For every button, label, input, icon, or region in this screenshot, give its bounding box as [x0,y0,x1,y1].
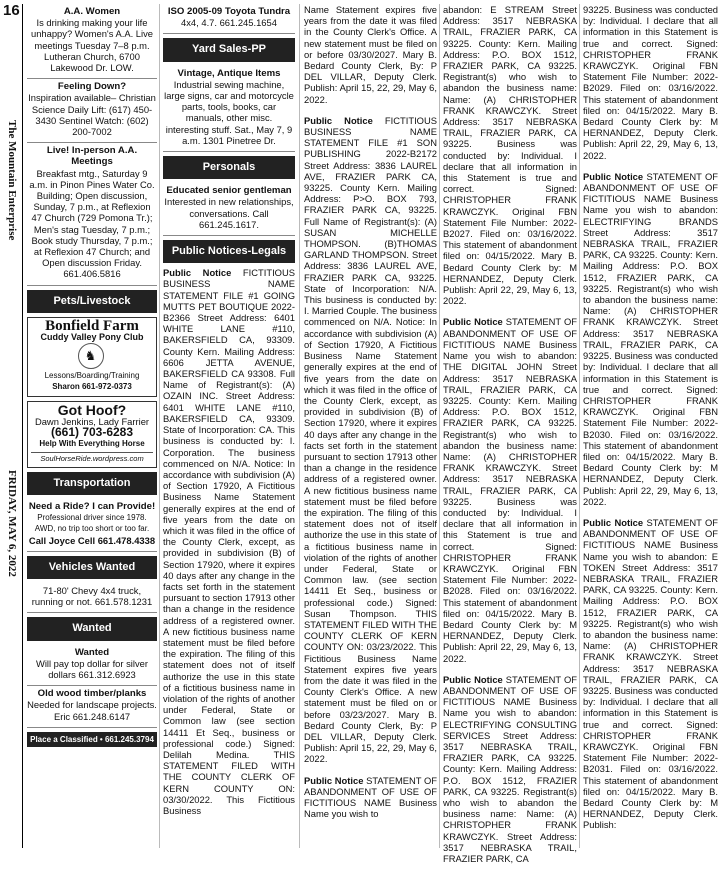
notice-text: STATEMENT OF ABANDONMENT OF USE OF FICTITIOUS NAME Business Name you wish to abandon: ELECTRIFYING BRANDS Street Address: 3517 NEBRASKA TRAIL, FRAZIER PARK, CA 93225. County: Kern. Mailing Address: P.O. BOX 1512, FRAZIER PARK, CA 93225. Registrant(s) who wish to abandon the business name: Name: (A) CHRISTOPHER FRANK KRAWCZYK. Street Address: 3517 NEBRASKA TRAIL, FRAZIER PARK, CA 93225. Business was conducted by: Individual. I declare that all information in this Statement is true and correct. Signed: CHRISTOPHER FRANK KRAWCZYK. Original FBN Statement File Number: 2022-B2030. Filed on: 03/16/2022. This statement of abandonment filed on: 04/15/2022. Mary B. Bedard County Clerk by: M HERNANDEZ, Deputy Clerk. Publish: April 22, 29, May 6, 13, 2022. [583,170,718,507]
ad-personal [163,183,295,236]
notice-text: FICTITIOUS BUSINESS NAME STATEMENT FILE #1 GOING MUTTS PET BOUTIQUE 2022-B2366 Street Address: 6401 WHITE LANE #110, BAKERSFIELD CA, 93309. County Kern. Mailing Address: 6606 JETTA AVENUE, BAKERSFIELD CA 93308. Full Name of Registrant(s): (A) OZAIN INC. Street Address: 6401 WHITE LANE #110, BAKERSFIELD CA, 93309. State of Incorporation: CA. This business is conducted by: I. Corporation. The business commenced on N/A. Notice: In accordance with subdivision (A) of Section 17920, A Fictitious Business Name Statement generally expires at the end of five years from the date on which it was filed in the office of the County Clerk, except, as provided in subdivision (B) of Section 17920, where it expires 40 days after any change in the facts set forth in the statement pursuant to section 17913 other than a change in the residence address of a registered owner. A new fictitious business name statement must be filed before the expiration. The filing of this statement does not of itself authorize the use in this state of a fictitious business name in violation of the rights of another under Federal, State or Common law (see section 14411 Et Seq., business or professional code.) Signed: Delilah Medina. THIS STATEMENT FILED WITH THE COUNTY CLERK OF KERN COUNTY ON: 03/30/2022. This Fictitious Business [163,267,295,816]
issue-date: FRIDAY, MAY 6, 2022 [6,470,18,577]
ad-text: Inspiration available– Christian Science Daily Lift: (617) 450-3430 Sentinel Watch: (602) 200-7002 [28,92,156,138]
public-notice [443,316,577,663]
notice-lead: Public Notice [443,316,503,328]
section-header-transportation: Transportation [27,472,157,495]
notice-lead: Public Notice [583,516,644,528]
column-2 [163,4,295,826]
section-header-yard-sales: Yard Sales-PP [163,38,295,61]
ad-text: Is drinking making your life unhappy? Women's A.A. Live meetings Tuesday 7–8 p.m. Lutheran Church, 6700 Lakewood Dr. LOW. [30,17,153,74]
column-divider [579,4,580,848]
notice-text: STATEMENT OF ABANDONMENT OF USE OF FICTITIOUS NAME Business Name you wish to abandon: ELECTRIFYING CONSULTING SERVICES Street Address: 3517 NEBRASKA TRAIL, FRAZIER PARK, CA 93225. County: Kern. Mailing Address: P.O. BOX 1512, FRAZIER PARK, CA 93225. Registrant(s) who wish to abandon the business name: Name: (A) CHRISTOPHER FRANK KRAWCZYK. Street Address: 3517 NEBRASKA TRAIL, FRAZIER PARK, CA [443,673,577,865]
column-5 [583,4,718,841]
hoof-name: Dawn Jenkins, Lady Farrier [34,415,150,427]
ad-title: Feeling Down? [57,81,127,93]
ad-yard-sale [163,66,295,152]
section-header-personals: Personals [163,156,295,179]
public-notice [304,115,437,765]
ad-text: Professional driver since 1978. AWD, no trip too short or too far. [34,513,150,534]
ad-title: Wanted [74,646,110,658]
public-notice [163,267,295,816]
hoof-phone: (661) 703-6283 [50,425,134,440]
ad-title: A.A. Women [63,6,121,17]
column-divider [439,4,440,848]
ad-title: Vintage, Antique Items [177,67,281,79]
notice-lead: Public Notice [304,114,373,126]
column-3 [304,4,437,829]
notice-text: STATEMENT OF ABANDONMENT OF USE OF FICTITIOUS NAME Business Name you wish to abandon: E TOKEN Street Address: 3517 NEBRASKA TRAIL, FRAZIER PARK, CA 93225. County: Kern. Mailing Address: P.O. BOX 1512, FRAZIER PARK, CA 93225. Registrant(s) who wish to abandon the business name: Name: (A) CHRISTOPHER FRANK KRAWCZYK. Street Address: 3517 NEBRASKA TRAIL, FRAZIER PARK, CA 93225. Business was conducted by: Individual. I declare that all information in this Statement is true and correct. Signed: CHRISTOPHER FRANK KRAWCZYK. Original FBN Statement File Number: 2022-B2031. Filed on: 03/16/2022. This statement of abandonment filed on: 04/15/2022. Mary B. Bedard County Clerk by: M HERNANDEZ, Deputy Clerk. Publish: [583,516,718,831]
ad-title: Live! In-person A.A. Meetings [46,145,138,168]
column-divider [159,4,160,848]
ad-wanted [27,645,157,687]
ad-tundra [163,4,295,34]
ad-title: ISO 2005-09 Toyota Tundra [167,6,291,17]
left-rule [22,4,23,848]
notice-lead: Public Notice [443,673,503,685]
farm-services: Lessons/Boarding/Training [44,371,140,381]
column-4 [443,4,577,874]
notice-lead: Public Notice [583,170,644,182]
paper-name: The Mountain Enterprise [6,120,18,241]
ad-text: Interested in new relationships, conversations. Call 661.245.1617. [164,196,294,230]
ad-contact: Call Joyce Cell 661.478.4338 [28,534,156,546]
hoof-tag: Help With Everything Horse [39,439,145,449]
page-number: 16 [3,2,20,19]
column-divider [299,4,300,848]
ad-ride [27,499,157,552]
ad-title: Need a Ride? I can Provide! [28,500,156,512]
public-notice [583,517,718,831]
ad-text: Industrial sewing machine, large signs, car and motorcycle parts, tools, books, car manuals, other misc. interesting stuff. Sat., May 7, 9 a.m. 1301 Pinetree Dr. [164,78,294,146]
farm-contact: Sharon 661-972-0373 [52,382,132,392]
farm-club: Cuddy Valley Pony Club [40,332,144,343]
column-1 [27,4,157,747]
ad-aa-women [27,4,157,79]
hoof-title: Got Hoof? [57,401,127,418]
public-notice [443,674,577,864]
notice-text: STATEMENT OF ABANDONMENT OF USE OF FICTITIOUS NAME Business Name you wish to abandon: THE DIGITAL JOHN Street Address: 3517 NEBRASKA TRAIL, FRAZIER PARK, CA 93225. County: Kern. Mailing Address: P.O. BOX 1512, FRAZIER PARK, CA 93225. Registrant(s) who wish to abandon the business name: Name: (A) CHRISTOPHER FRANK KRAWCZYK. Street Address: 3517 NEBRASKA TRAIL, FRAZIER PARK, CA 93225. Business was conducted by: Individual. I declare that all information in this Statement is true and correct. Signed: CHRISTOPHER FRANK KRAWCZYK. Original FBN Statement File Number: 2022-B2028. Filed on: 03/16/2022. This statement of abandonment filed on: 04/15/2022. Mary B. Bedard County Clerk by: M HERNANDEZ, Deputy Clerk. Publish: April 22, 29, May 6, 13, 2022. [443,316,577,664]
ad-text: 4x4, 4.7. 661.245.1654 [181,17,277,29]
horse-icon: ♞ [78,343,104,369]
section-header-wanted: Wanted [27,617,157,640]
ad-title: Educated senior gentleman [166,185,292,197]
ad-text: Breakfast mtg., Saturday 9 a.m. in Pinon Pines Water Co. Building; Open discussion, Sunday, 7 p.m., at Reflexion 47 Church (729 Pomona Tr.); Men's stag Tuesday, 7 p.m.; Book study Thursday, 7 p.m.; at Reflexion 47 Church; and Open discussion Friday. 661.406.5816 [29,167,155,280]
ad-text: Needed for landscape projects. Eric 661.248.6147 [27,699,157,722]
ad-got-hoof [27,401,157,468]
notice-lead: Public Notice [304,774,364,786]
notice-text: FICTITIOUS BUSINESS NAME STATEMENT FILE #1 SON PUBLISHING 2022-B2172 Street Address: 3836 LAUREL AVE, FRAZIER PARK CA, 93225. County Kern. Mailing Address: P>O. BOX 793, FRAZIER PARK CA, 93225. Full Name of Registrant(s): (A) SUSAN MICHELLE THOMPSON. (B)THOMAS GARLAND THOMPSON. Street Address: 3836 LAUREL AVE, FRAZIER PARK CA, 93225. State of Incorporation: N/A. This business is conducted by: I. Married Couple. The business commenced on N/A. Notice: In accordance with subdivision (A) of Section 17920, A Fictitious Business Name Statement generally expires at the end of five years from the date on which it was filed in the office of the County Clerk, except, as provided in subdivision (B) of Section 17920, where it expires 40 days after any change in the facts set forth in the statement pursuant to section 17913 other than a change in the residence address of a registered owner. A new fictitious business name statement must be filed before the expiration. The filing of this statement does not of itself authorize the use in this state of a fictitious business name in violation of the rights of another under Federal, State or Common law. (see section 14411 Et Seq., business or professional code.) Signed: Susan Thompson. THIS STATEMENT FILED WITH THE COUNTY CLERK OF KERN COUNTY ON: 03/23/2022. This Fictitious Business Name Statement expires five years from the date it was filed in the County Clerk's Office. A new statement must be filed on or before 03/23/2027. Mary B. Bedard County Clerk, By: P DEL VILLAR, Deputy Clerk. Publish: April 15, 22, 29, May 6, 2022. [304,114,437,765]
notice-lead: Public Notice [163,267,232,279]
paper-masthead-vertical [4,120,18,380]
section-header-public-notices: Public Notices-Legals [163,240,295,263]
public-notice [304,775,437,820]
ad-aa-meetings [27,143,157,285]
section-header-pets: Pets/Livestock [27,290,157,313]
ad-title: Old wood timber/planks [37,688,147,700]
public-notice-continued: abandon: E STREAM Street Address: 3517 NEBRASKA TRAIL, FRAZIER PARK, CA 93225. County: Kern. Mailing Address: P.O. BOX 1512, FRAZIER PARK, CA 93225. Registrant(s) who wish to abandon the business name: Name: (A) CHRISTOPHER FRANK KRAWCZYK. Street Address: 3517 NEBRASKA TRAIL, FRAZIER PARK, CA 93225. Business was conducted by: Individual. I declare that all information in this Statement is true and correct. Signed: CHRISTOPHER FRANK KRAWCZYK. Original FBN Statement File Number: 2022-B2027. Filed on: 03/16/2022. This statement of abandonment filed on: 04/15/2022. Mary B. Bedard County Clerk by: M HERNANDEZ, Deputy Clerk. Publish: April 22, 29, May 6, 13, 2022. [443,4,577,307]
ad-vehicle: 71-80' Chevy 4x4 truck, running or not. 661.578.1231 [27,583,157,613]
place-classified-banner: Place a Classified • 661.245.3794 [27,732,157,747]
issue-date-vertical [4,470,18,730]
ad-timber [27,686,157,728]
ad-feeling-down [27,79,157,143]
public-notice [583,171,718,507]
public-notice-continued: 93225. Business was conducted by: Individual. I declare that all information in this Statement is true and correct. Signed: CHRISTOPHER FRANK KRAWCZYK. Original FBN Statement File Number: 2022-B2029. Filed on: 03/16/2022. This statement of abandonment filed on: 04/15/2022. Mary B. Bedard County Clerk by: M HERNANDEZ, Deputy Clerk. Publish: April 22, 29, May 6, 13, 2022. [583,4,718,161]
hoof-site: SoulHorseRide.wordpress.com [31,452,153,464]
notice-text: STATEMENT OF ABANDONMENT OF USE OF FICTITIOUS NAME Business Name you wish to [304,774,438,820]
farm-name: Bonfield Farm [45,317,139,334]
ad-bonfield-farm [27,317,157,397]
public-notice-continued: Name Statement expires five years from the date it was filed in the County Clerk's Office. A new statement must be filed on or before 03/30/2027. Mary B. Bedard County Clerk, By: P DEL VILLAR, Deputy Clerk. Publish: April 15, 22, 29, May 6, 2022. [304,4,437,105]
ad-text: Will pay top dollar for silver dollars 661.312.6923 [35,657,148,680]
section-header-vehicles-wanted: Vehicles Wanted [27,556,157,579]
